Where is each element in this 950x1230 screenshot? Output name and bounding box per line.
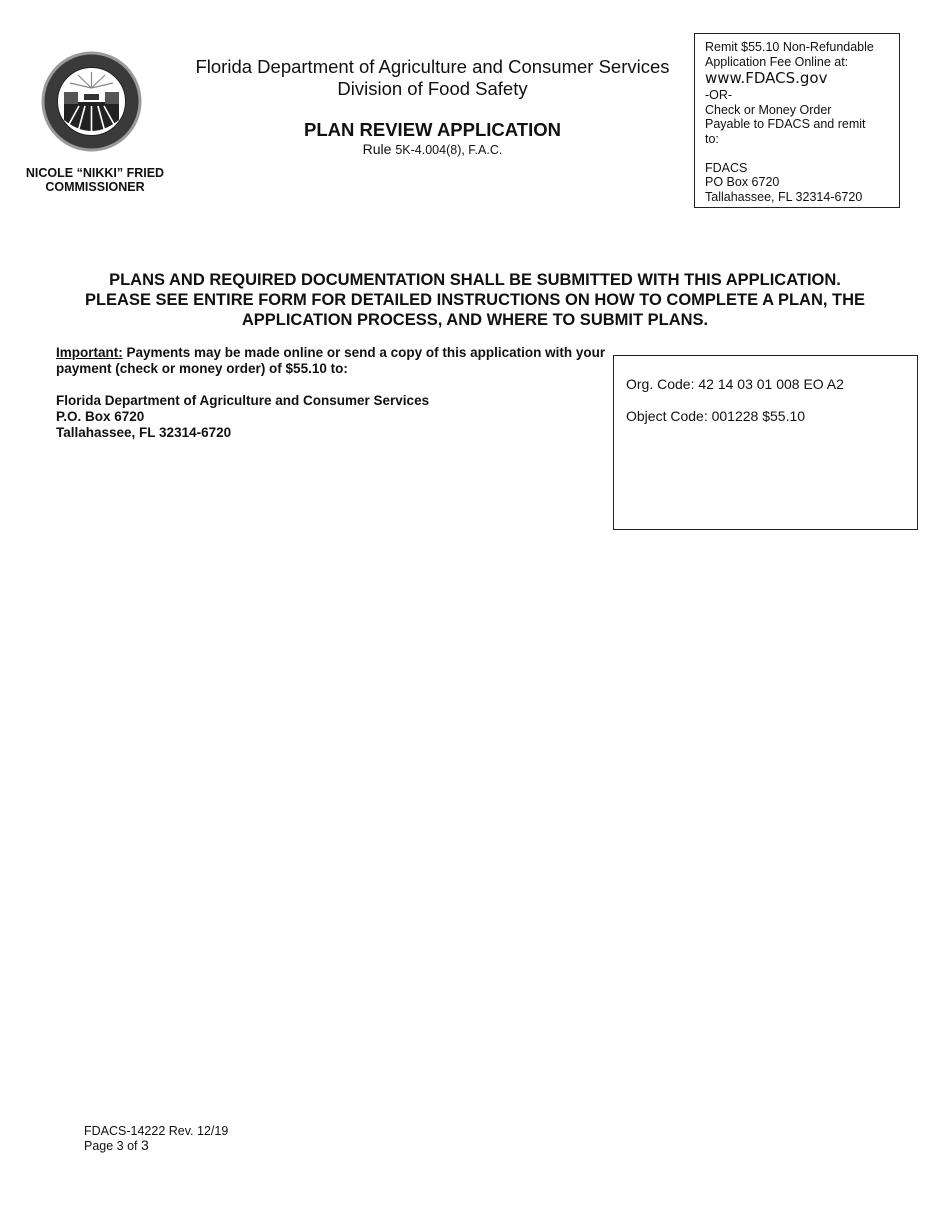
notice-line-1: PLANS AND REQUIRED DOCUMENTATION SHALL BE SUBMITTED WITH THIS APPLICATION. — [109, 271, 841, 289]
important-label: Important: — [56, 345, 123, 360]
document-header — [180, 56, 685, 158]
object-code: Object Code: 001228 $55.10 — [626, 408, 806, 424]
remit-line-4: Payable to FDACS and remit — [705, 117, 866, 131]
page-prefix: Page 3 of — [84, 1139, 141, 1153]
commissioner-block — [15, 166, 175, 194]
payment-address-2: P.O. Box 6720 — [56, 409, 145, 424]
org-code: Org. Code: 42 14 03 01 008 EO A2 — [626, 376, 844, 392]
remit-or: -OR- — [705, 88, 733, 102]
page-number — [84, 1138, 228, 1153]
remit-line-5: to: — [705, 131, 719, 146]
remit-line-3: Check or Money Order — [705, 102, 832, 117]
accounting-codes-box — [613, 355, 918, 530]
commissioner-name: NICOLE “NIKKI” FRIED — [25, 166, 165, 180]
remit-address-1: FDACS — [705, 160, 748, 175]
rule-number: 5K-4.004(8), F.A.C. — [395, 143, 503, 157]
payment-instructions — [56, 345, 606, 441]
form-number: FDACS-14222 Rev. 12/19 — [84, 1124, 229, 1138]
spacer — [705, 146, 889, 161]
form-title: PLAN REVIEW APPLICATION — [304, 119, 561, 140]
remit-fee-box — [694, 33, 900, 208]
payment-text — [56, 345, 606, 377]
page-footer — [84, 1124, 228, 1153]
commissioner-title: COMMISSIONER — [45, 180, 145, 194]
submission-notice — [50, 270, 900, 330]
payment-address-1: Florida Department of Agriculture and Consumer Services — [56, 393, 430, 408]
rule-prefix: Rule — [362, 141, 392, 157]
notice-line-3: APPLICATION PROCESS, AND WHERE TO SUBMIT PLANS. — [241, 311, 709, 329]
division-name: Division of Food Safety — [337, 78, 528, 99]
payment-body: Payments may be made online or send a copy of this application with your payment (check or money order) of $55.10 to: — [56, 345, 606, 376]
notice-line-2: PLEASE SEE ENTIRE FORM FOR DETAILED INSTRUCTIONS ON HOW TO COMPLETE A PLAN, THE — [84, 291, 866, 309]
agency-name: Florida Department of Agriculture and Consumer Services — [195, 56, 670, 77]
fdacs-seal-icon — [40, 50, 143, 153]
remit-line-2: Application Fee Online at: — [705, 54, 849, 69]
remit-line-1: Remit $55.10 Non-Refundable — [705, 40, 874, 54]
payment-address-3: Tallahassee, FL 32314-6720 — [56, 425, 232, 440]
page-total: 3 — [141, 1137, 149, 1153]
remit-address-3: Tallahassee, FL 32314-6720 — [705, 189, 863, 204]
spacer — [56, 377, 606, 393]
rule-reference — [180, 141, 685, 158]
fdacs-website-link[interactable]: www.FDACS.gov — [705, 69, 828, 87]
remit-address-2: PO Box 6720 — [705, 175, 780, 189]
